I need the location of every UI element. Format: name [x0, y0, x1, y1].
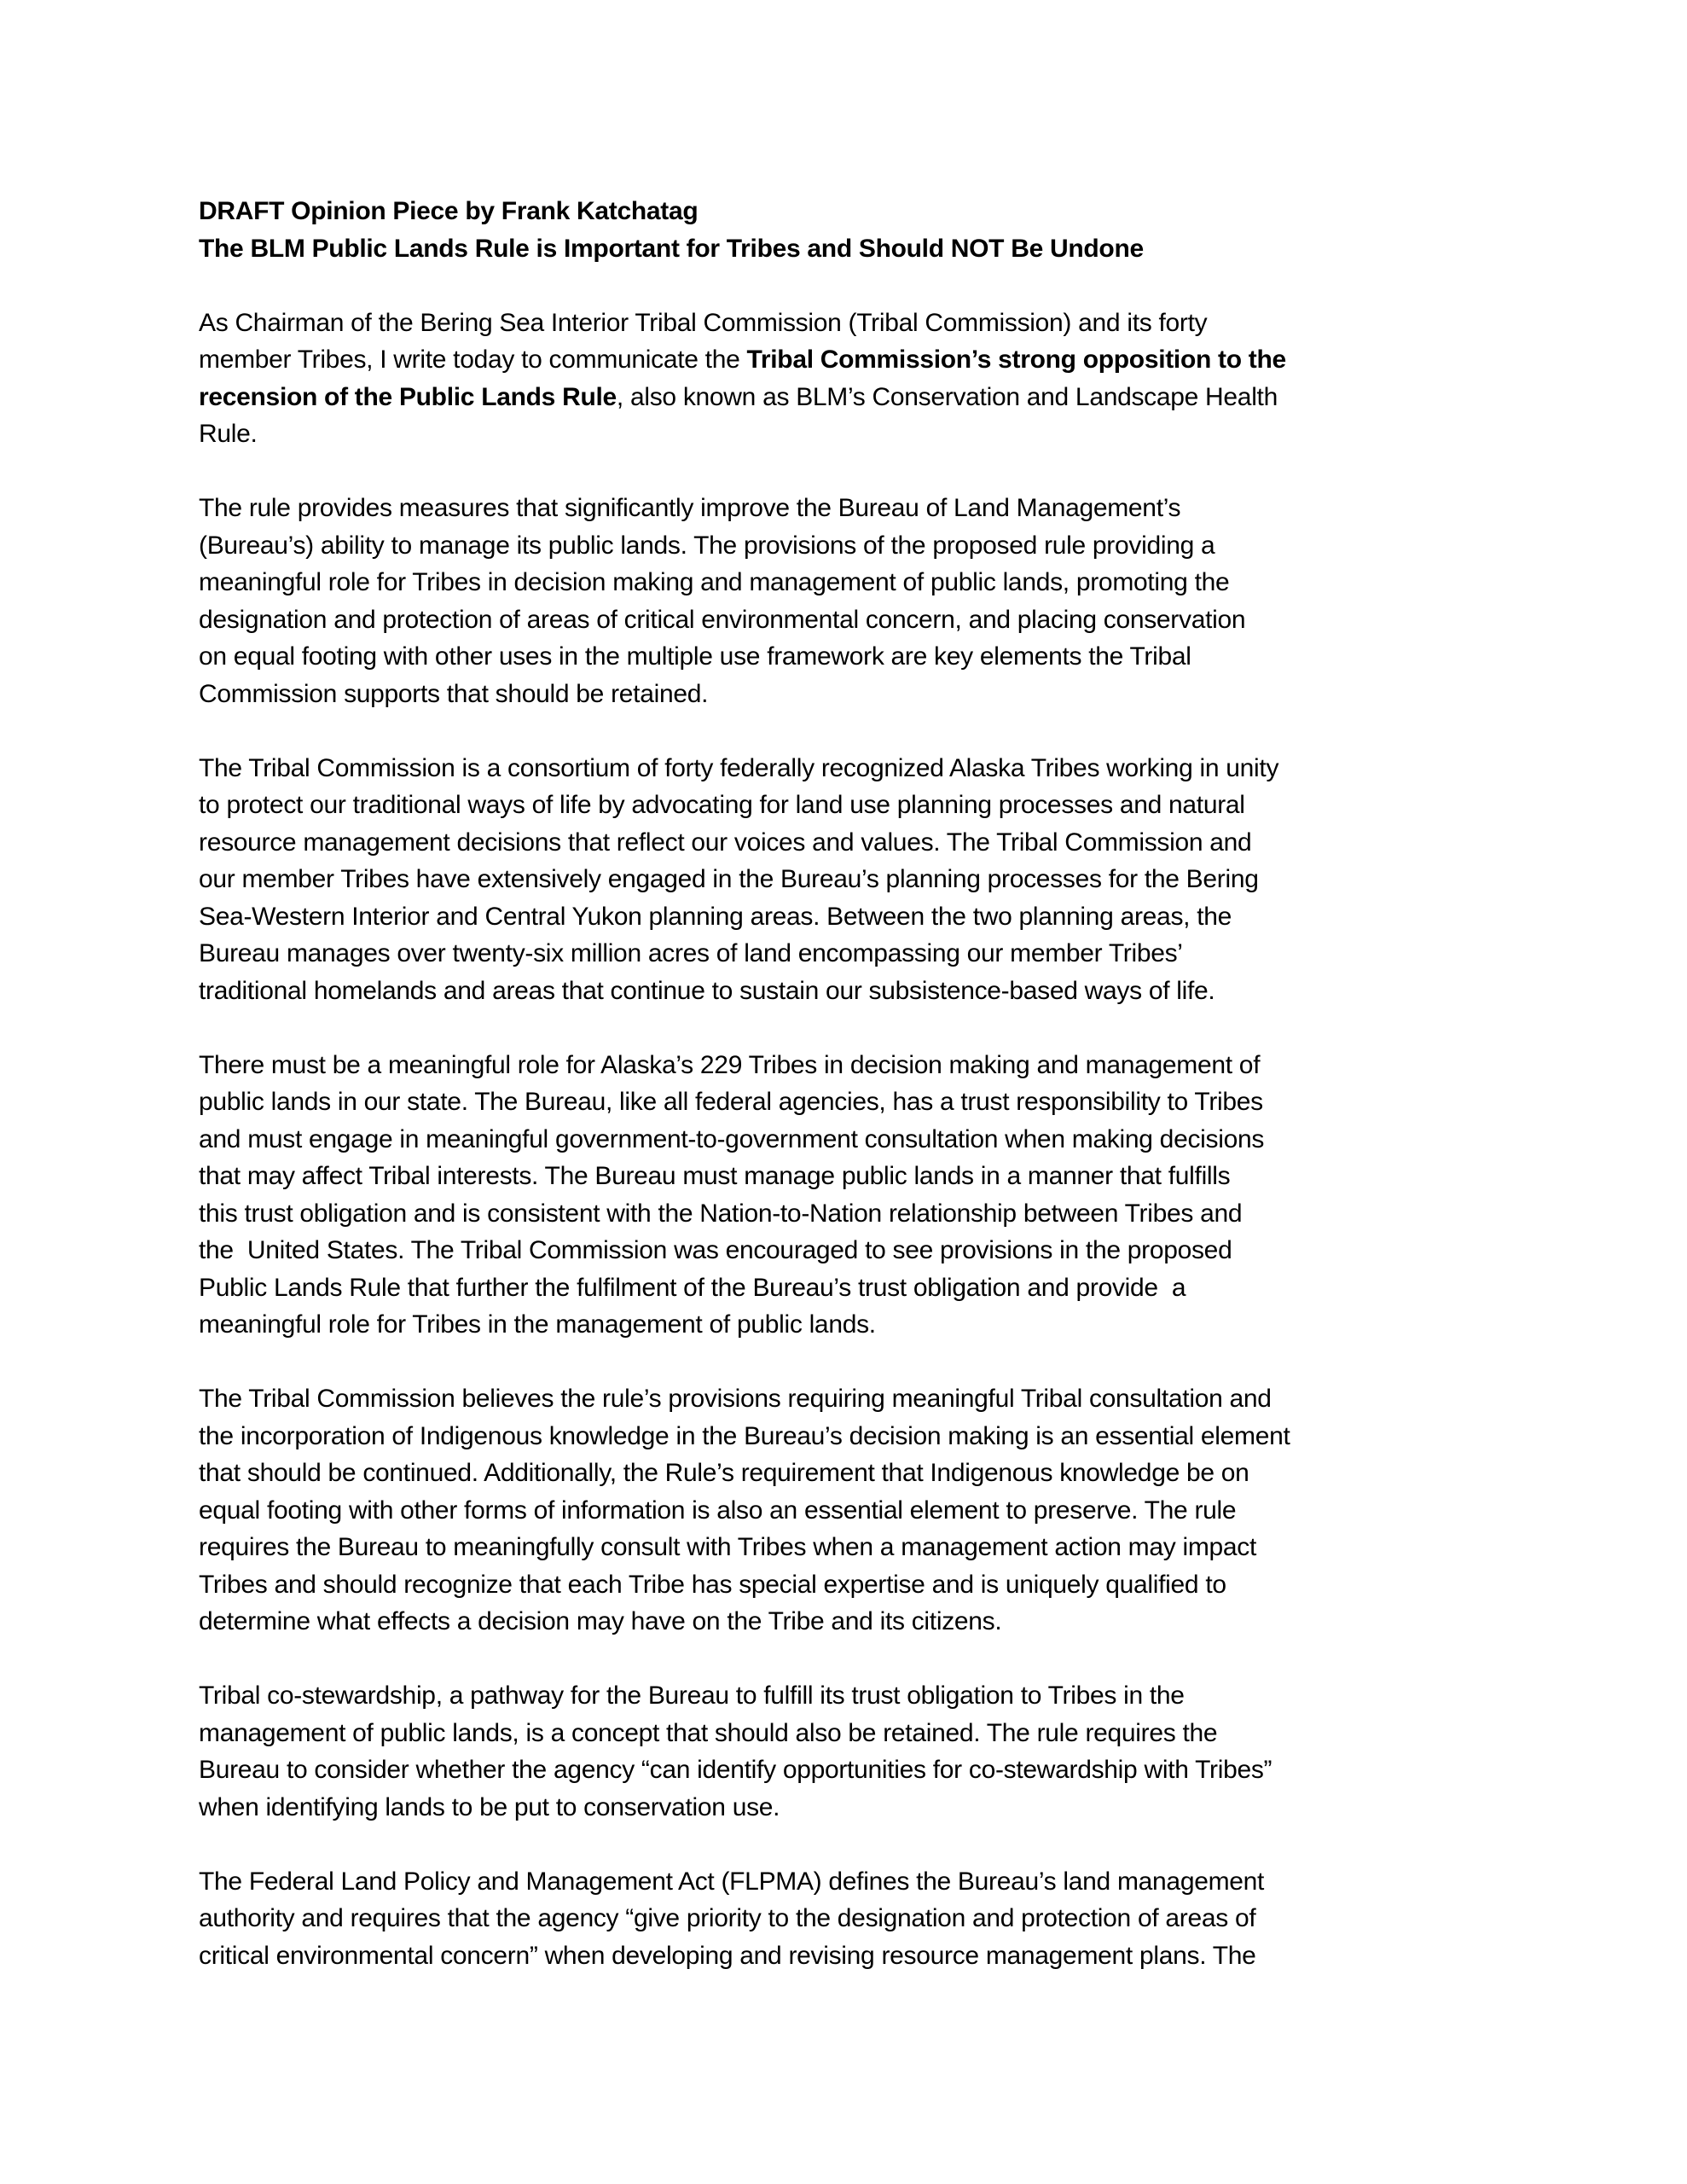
document-body: [199, 305, 1488, 1975]
text-line: [199, 601, 1488, 639]
text-run: designation and protection of areas of critical environmental concern, and placing conservation: [199, 605, 1246, 634]
text-run: The rule provides measures that significantly improve the Bureau of Land Management’s: [199, 494, 1181, 522]
text-line: [199, 1083, 1488, 1121]
text-run: Commission supports that should be retained.: [199, 679, 709, 708]
text-run: Bureau to consider whether the agency “can identify opportunities for co-stewardship with Tribes”: [199, 1756, 1272, 1784]
text-run: recension of the Public Lands Rule: [199, 382, 617, 411]
text-run: (Bureau’s) ability to manage its public lands. The provisions of the proposed rule providing a: [199, 531, 1215, 560]
text-line: [199, 638, 1488, 676]
text-run: The Tribal Commission is a consortium of forty federally recognized Alaska Tribes working in unity: [199, 753, 1279, 782]
text-run: As Chairman of the Bering Sea Interior Tribal Commission (Tribal Commission) and its forty: [199, 308, 1208, 337]
text-line: [199, 750, 1488, 787]
text-run: There must be a meaningful role for Alaska’s 229 Tribes in decision making and management of: [199, 1050, 1261, 1079]
text-run: Public Lands Rule that further the fulfilment of the Bureau’s trust obligation and provide a: [199, 1273, 1186, 1302]
text-line: [199, 1047, 1488, 1084]
text-run: critical environmental concern” when developing and revising resource management plans. The: [199, 1941, 1256, 1970]
text-line: [199, 1380, 1488, 1418]
text-line: [199, 1492, 1488, 1530]
text-line: [199, 564, 1488, 601]
text-run: meaningful role for Tribes in the management of public lands.: [199, 1310, 876, 1339]
text-run: Sea-Western Interior and Central Yukon planning areas. Between the two planning areas, the: [199, 902, 1232, 931]
text-run: meaningful role for Tribes in decision making and management of public lands, promoting the: [199, 568, 1230, 596]
text-run: to protect our traditional ways of life by advocating for land use planning processes and natural: [199, 791, 1245, 819]
text-run: authority and requires that the agency “give priority to the designation and protection of areas of: [199, 1904, 1256, 1932]
paragraph: [199, 1380, 1488, 1641]
text-line: [199, 973, 1488, 1010]
paragraph: [199, 490, 1488, 712]
paragraph: [199, 1863, 1488, 1975]
text-line: [199, 1937, 1488, 1975]
text-run: equal footing with other forms of information is also an essential element to preserve. The rule: [199, 1496, 1237, 1525]
text-line: [199, 898, 1488, 936]
text-line: [199, 787, 1488, 824]
text-line: [199, 305, 1488, 342]
text-run: that should be continued. Additionally, the Rule’s requirement that Indigenous knowledge be on: [199, 1459, 1249, 1487]
text-run: member Tribes, I write today to communicate the: [199, 346, 747, 374]
text-run: that may affect Tribal interests. The Bureau must manage public lands in a manner that fulfills: [199, 1162, 1231, 1190]
text-line: [199, 341, 1488, 379]
text-line: [199, 1789, 1488, 1827]
text-run: management of public lands, is a concept that should also be retained. The rule requires the: [199, 1718, 1218, 1747]
text-line: [199, 1232, 1488, 1269]
text-run: Tribes and should recognize that each Tribe has special expertise and is uniquely qualified to: [199, 1570, 1226, 1599]
text-run: The Tribal Commission believes the rule’s provisions requiring meaningful Tribal consultation and: [199, 1385, 1272, 1413]
text-run: Tribal co-stewardship, a pathway for the Bureau to fulfill its trust obligation to Tribes in the: [199, 1682, 1185, 1710]
text-run: , also known as BLM’s Conservation and Landscape Health: [616, 382, 1278, 411]
text-line: [199, 1306, 1488, 1344]
text-run: our member Tribes have extensively engaged in the Bureau’s planning processes for the Bering: [199, 865, 1259, 893]
text-line: [199, 1529, 1488, 1566]
text-line: [199, 1900, 1488, 1937]
text-line: [199, 1863, 1488, 1901]
text-line: [199, 1751, 1488, 1789]
text-line: [199, 1269, 1488, 1307]
document-title: [199, 193, 1488, 267]
paragraph: [199, 1677, 1488, 1826]
text-line: [199, 1566, 1488, 1604]
text-run: the incorporation of Indigenous knowledge in the Bureau’s decision making is an essential element: [199, 1421, 1290, 1450]
text-run: the United States. The Tribal Commission was encouraged to see provisions in the proposed: [199, 1236, 1232, 1264]
text-line: [199, 1455, 1488, 1492]
text-run: traditional homelands and areas that continue to sustain our subsistence-based ways of life.: [199, 976, 1215, 1005]
paragraph: [199, 1047, 1488, 1344]
text-run: determine what effects a decision may have on the Tribe and its citizens.: [199, 1607, 1002, 1635]
text-run: The Federal Land Policy and Management Act (FLPMA) defines the Bureau’s land management: [199, 1867, 1265, 1896]
text-line: [199, 415, 1488, 453]
text-line: [199, 1715, 1488, 1752]
text-line: [199, 1603, 1488, 1641]
text-run: and must engage in meaningful government-to-government consultation when making decisions: [199, 1124, 1265, 1153]
text-run: when identifying lands to be put to conservation use.: [199, 1792, 780, 1821]
text-run: Bureau manages over twenty-six million acres of land encompassing our member Tribes’: [199, 939, 1183, 967]
text-line: [199, 861, 1488, 898]
paragraph: [199, 750, 1488, 1010]
title-line: DRAFT Opinion Piece by Frank Katchatag: [199, 197, 699, 225]
title-line: The BLM Public Lands Rule is Important for Tribes and Should NOT Be Undone: [199, 234, 1144, 263]
paragraph: [199, 305, 1488, 453]
text-line: [199, 935, 1488, 973]
text-line: [199, 379, 1488, 416]
text-line: [199, 1418, 1488, 1455]
document-content: [199, 193, 1488, 2012]
text-run: Rule.: [199, 420, 258, 448]
text-run: requires the Bureau to meaningfully consult with Tribes when a management action may impact: [199, 1533, 1257, 1561]
text-line: [199, 527, 1488, 565]
text-line: [199, 1158, 1488, 1195]
text-line: [199, 1677, 1488, 1715]
text-run: on equal footing with other uses in the multiple use framework are key elements the Tribal: [199, 642, 1191, 671]
text-line: [199, 1121, 1488, 1159]
text-run: resource management decisions that reflect our voices and values. The Tribal Commission and: [199, 828, 1252, 857]
text-line: [199, 1195, 1488, 1233]
text-line: [199, 490, 1488, 527]
text-run: Tribal Commission’s strong opposition to the: [746, 346, 1286, 374]
text-line: [199, 824, 1488, 862]
text-run: this trust obligation and is consistent with the Nation-to-Nation relationship between Tribes and: [199, 1199, 1243, 1228]
text-line: [199, 676, 1488, 713]
text-run: public lands in our state. The Bureau, like all federal agencies, has a trust responsibility to Tribes: [199, 1088, 1263, 1116]
